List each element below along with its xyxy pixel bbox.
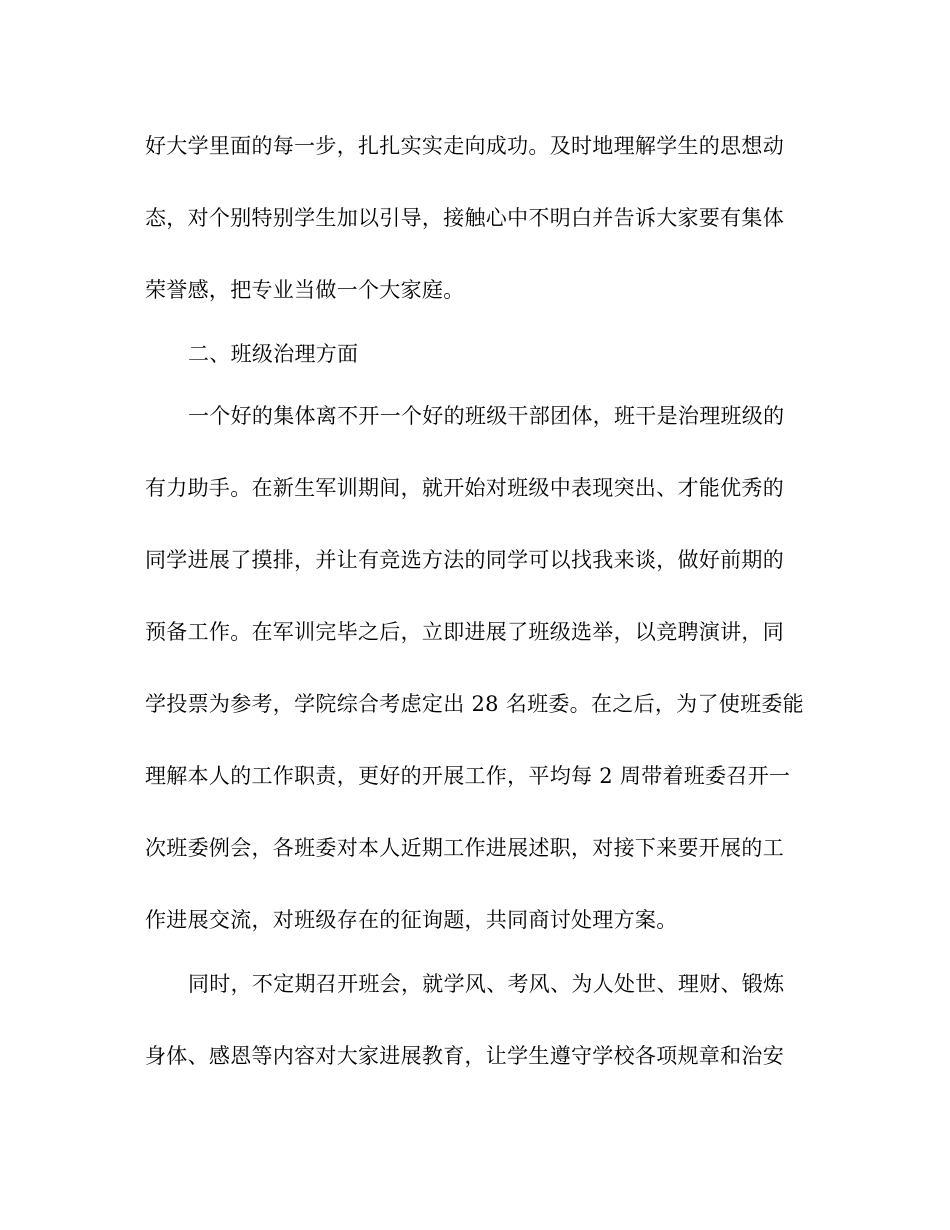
- paragraph-line: 荣誉感，把专业当做一个大家庭。: [145, 278, 465, 302]
- paragraph-line: 学投票为参考，学院综合考虑定出 28 名班委。在之后，为了使班委能: [145, 692, 804, 716]
- paragraph-line: 身体、感恩等内容对大家进展教育，让学生遵守学校各项规章和治安: [145, 1044, 784, 1068]
- paragraph-line: 预备工作。在军训完毕之后，立即进展了班级选举，以竞聘演讲，同: [145, 620, 784, 644]
- paragraph-line: 有力助手。在新生军训期间，就开始对班级中表现突出、才能优秀的: [145, 476, 784, 500]
- paragraph-line: 一个好的集体离不开一个好的班级干部团体，班干是治理班级的: [188, 404, 785, 428]
- paragraph-line: 同时，不定期召开班会，就学风、考风、为人处世、理财、锻炼: [188, 972, 785, 996]
- paragraph-line: 好大学里面的每一步，扎扎实实走向成功。及时地理解学生的思想动: [145, 134, 784, 158]
- paragraph-line: 次班委例会，各班委对本人近期工作进展述职，对接下来要开展的工: [145, 836, 784, 860]
- paragraph-line: 作进展交流，对班级存在的征询题，共同商讨处理方案。: [145, 908, 678, 932]
- paragraph-line: 同学进展了摸排，并让有竞选方法的同学可以找我来谈，做好前期的: [145, 548, 784, 572]
- section-heading: 二、班级治理方面: [188, 342, 359, 366]
- paragraph-line: 态，对个别特别学生加以引导，接触心中不明白并告诉大家要有集体: [145, 206, 784, 230]
- paragraph-line: 理解本人的工作职责，更好的开展工作，平均每 2 周带着班委召开一: [145, 764, 791, 788]
